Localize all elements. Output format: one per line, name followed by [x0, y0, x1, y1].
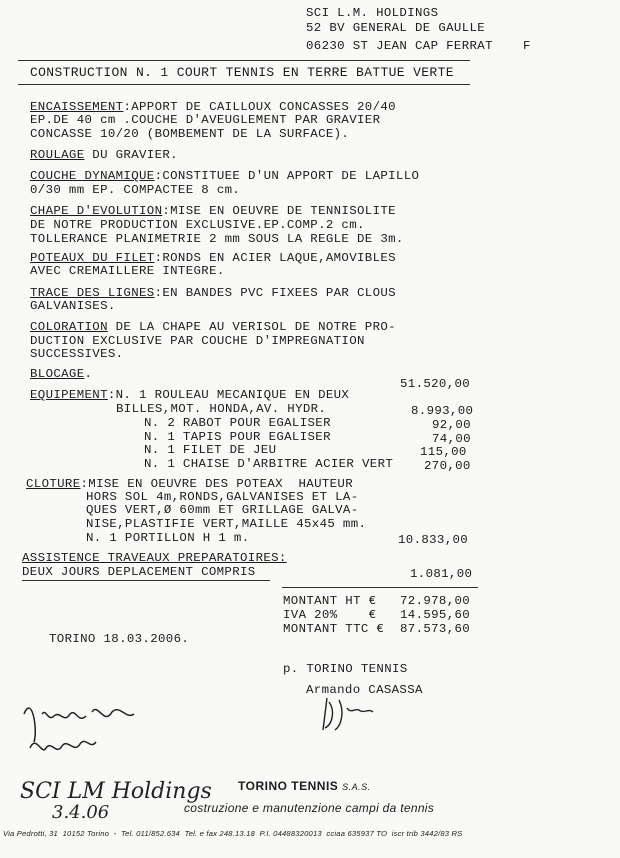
handwritten-note-date: 3.4.06	[52, 802, 110, 823]
section-coloration	[30, 320, 396, 334]
equipement-item-text: BILLES,MOT. HONDA,AV. HYDR.	[116, 402, 327, 416]
title-rule-top	[18, 60, 470, 61]
addressee-name: SCI L.M. HOLDINGS	[306, 6, 439, 20]
addressee-country: F	[523, 39, 531, 53]
total-ttc-label: MONTANT TTC €	[283, 622, 385, 636]
amount-assistence: 1.081,00	[410, 567, 473, 581]
total-ttc-value: 87.573,60	[400, 622, 471, 636]
section-line: TOLLERANCE PLANIMETRIE 2 mm SOUS LA REGLE DE 3m.	[30, 232, 404, 246]
title-rule-bottom	[18, 84, 470, 85]
letterhead-company	[238, 779, 371, 793]
signature-company: p. TORINO TENNIS	[283, 662, 408, 676]
assistence-rule	[22, 580, 270, 581]
totals-rule	[282, 587, 478, 588]
section-head: CHAPE D'EVOLUTION	[30, 204, 163, 218]
letterhead-company-suffix: S.A.S.	[342, 782, 371, 792]
section-poteaux	[30, 251, 396, 265]
addressee-street: 52 BV GENERAL DE GAULLE	[306, 21, 486, 35]
section-line: :N. 1 ROULEAU MECANIQUE EN DEUX	[107, 388, 350, 402]
section-head: CLOTURE	[26, 477, 81, 491]
signature-person: Armando CASASSA	[306, 683, 423, 697]
letterhead-address: Via Pedrotti, 31 10152 Torino - Tel. 011/852.634 Tel. e fax 248.13.18 P.I. 04488320013 cciaa 635937 TO iscr trib 3442/83 RS	[3, 829, 463, 838]
section-encaissement	[30, 100, 396, 114]
letterhead-company-name: TORINO TENNIS	[238, 779, 339, 793]
section-equipement	[30, 388, 349, 402]
section-couche	[30, 169, 419, 183]
section-line: 0/30 mm EP. COMPACTEE 8 cm.	[30, 183, 241, 197]
section-roulage	[30, 148, 178, 162]
section-line: DE NOTRE PRODUCTION EXCLUSIVE.EP.COMP.2 cm.	[30, 218, 365, 232]
section-line: :CONSTITUEE D'UN APPORT DE LAPILLO	[154, 169, 420, 183]
total-iva-value: 14.595,60	[400, 608, 471, 622]
section-line: QUES VERT,Ø 60mm ET GRILLAGE GALVA-	[86, 503, 359, 517]
letterhead-tagline: costruzione e manutenzione campi da tennis	[184, 801, 435, 815]
section-line: DE LA CHAPE AU VERISOL DE NOTRE PRO-	[107, 320, 396, 334]
section-line: :EN BANDES PVC FIXEES PAR CLOUS	[154, 286, 396, 300]
section-head: POTEAUX DU FILET	[30, 251, 155, 265]
section-line: :RONDS EN ACIER LAQUE,AMOVIBLES	[154, 251, 396, 265]
section-head: COLORATION	[30, 320, 108, 334]
total-ht-value: 72.978,00	[400, 594, 471, 608]
handwritten-notes	[16, 690, 212, 823]
section-chape	[30, 204, 396, 218]
equipement-item-amount: 8.993,00	[411, 404, 474, 418]
total-ht-label: MONTANT HT €	[283, 594, 377, 608]
equipement-item-text: N. 1 CHAISE D'ARBITRE ACIER VERT	[144, 457, 394, 471]
section-head: ROULAGE	[30, 148, 85, 162]
equipement-item-text: N. 1 TAPIS POUR EGALISER	[144, 430, 331, 444]
document-title: CONSTRUCTION N. 1 COURT TENNIS EN TERRE BATTUE VERTE	[30, 65, 454, 80]
date-line: TORINO 18.03.2006.	[49, 632, 190, 646]
section-head: EQUIPEMENT	[30, 388, 108, 402]
section-line: GALVANISES.	[30, 299, 116, 313]
equipement-item-text: N. 2 RABOT POUR EGALISER	[144, 416, 331, 430]
section-line: EP.DE 40 cm .COUCHE D'AVEUGLEMENT PAR GRAVIER	[30, 113, 381, 127]
section-cloture	[26, 477, 353, 491]
section-head: ENCAISSEMENT	[30, 100, 124, 114]
equipement-item-amount: 270,00	[424, 459, 471, 473]
section-line: CONCASSE 10/20 (BOMBEMENT DE LA SURFACE).	[30, 127, 350, 141]
amount-cloture: 10.833,00	[398, 533, 469, 547]
section-line: AVEC CREMAILLERE INTEGRE.	[30, 264, 225, 278]
section-line: N. 1 PORTILLON H 1 m.	[86, 531, 250, 545]
section-blocage	[30, 367, 92, 381]
section-line: :MISE EN OEUVRE DES POTEAX HAUTEUR	[80, 477, 353, 491]
section-line: :MISE EN OEUVRE DE TENNISOLITE	[162, 204, 396, 218]
section-trace	[30, 286, 396, 300]
section-head: TRACE DES LIGNES	[30, 286, 155, 300]
handwritten-signature	[315, 690, 385, 736]
section-head: BLOCAGE	[30, 367, 85, 381]
section-line: DUCTION EXCLUSIVE PAR COUCHE D'IMPREGNATION	[30, 334, 365, 348]
section-line: NISE,PLASTIFIE VERT,MAILLE 45x45 mm.	[86, 517, 367, 531]
section-line: DU GRAVIER.	[84, 148, 178, 162]
section-line: DEUX JOURS DEPLACEMENT COMPRIS	[22, 565, 256, 579]
section-line: HORS SOL 4m,RONDS,GALVANISES ET LA-	[86, 490, 359, 504]
addressee-city: 06230 ST JEAN CAP FERRAT	[306, 39, 493, 53]
total-iva-label: IVA 20% €	[283, 608, 377, 622]
section-head: COUCHE DYNAMIQUE	[30, 169, 155, 183]
section-line: .	[84, 367, 93, 381]
equipement-item-amount: 115,00	[420, 445, 467, 459]
amount-blocage: 51.520,00	[400, 377, 471, 391]
section-line: :APPORT DE CAILLOUX CONCASSES 20/40	[123, 100, 396, 114]
equipement-item-amount: 74,00	[432, 432, 471, 446]
equipement-item-text: N. 1 FILET DE JEU	[144, 443, 277, 457]
section-assistence-head: ASSISTENCE TRAVEAUX PREPARATOIRES:	[22, 551, 287, 565]
equipement-item-amount: 92,00	[432, 418, 471, 432]
handwritten-note-holdings: SCI LM Holdings	[20, 779, 212, 804]
section-line: SUCCESSIVES.	[30, 347, 124, 361]
